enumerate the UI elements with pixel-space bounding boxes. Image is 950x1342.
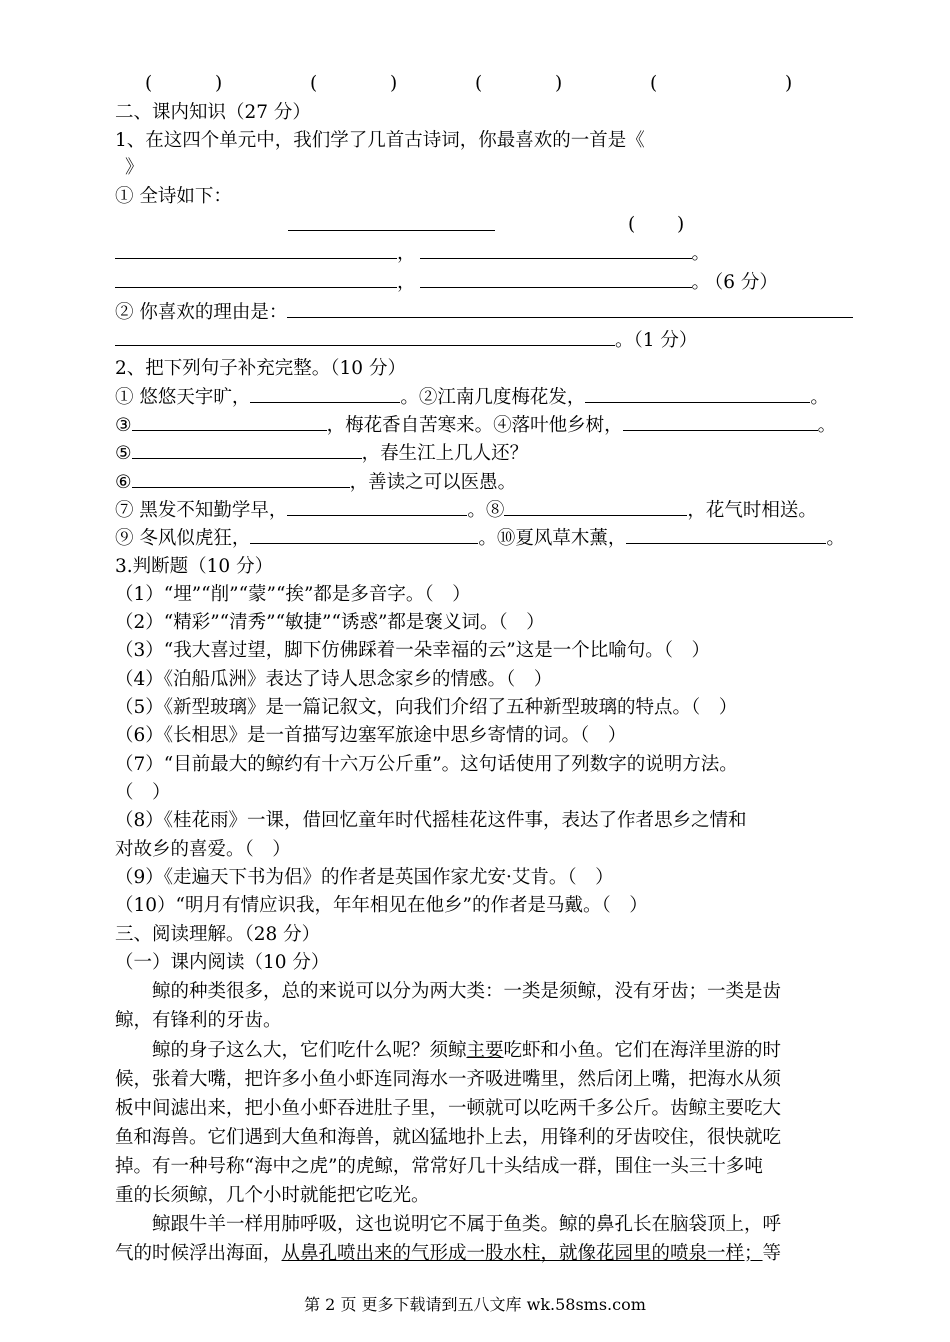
passage-text: 鲸的身子这么大，它们吃什么呢？须鲸 bbox=[115, 1040, 467, 1061]
q1-sub2-label: ② 你喜欢的理由是： bbox=[115, 302, 288, 323]
page-footer: 第 2 页 更多下载请到五八文库 wk.58sms.com bbox=[304, 1295, 646, 1314]
paren-close-1: ) bbox=[215, 73, 223, 94]
q2-blank-9[interactable] bbox=[250, 525, 478, 544]
reading-1-title: （一）课内阅读（10 分） bbox=[115, 952, 330, 973]
q2-blank-7[interactable] bbox=[287, 497, 467, 516]
q2-text: ，春生江上几人还？ bbox=[361, 443, 529, 464]
q3-item: （7）“目前最大的鲸约有十六万公斤重”。这句话使用了列数字的说明方法。 bbox=[115, 754, 738, 775]
author-paren-close: ) bbox=[677, 214, 685, 235]
q2-blank-3[interactable] bbox=[132, 412, 327, 431]
passage-text: 气的时候浮出海面， bbox=[115, 1243, 282, 1264]
passage-line: 掉。有一种号称“海中之虎”的虎鲸，常常好几十头结成一群，围住一头三十多吨 bbox=[115, 1156, 763, 1177]
q2-line-1 bbox=[115, 384, 829, 411]
q3-item: （4）《泊船瓜洲》表达了诗人思念家乡的情感。（ ） bbox=[115, 669, 553, 690]
poem-title-blank[interactable] bbox=[288, 212, 495, 231]
q2-line-3 bbox=[115, 440, 528, 467]
passage-text: 吃虾和小鱼。它们在海洋里游的时 bbox=[503, 1040, 782, 1061]
q2-text: ⑥ bbox=[115, 472, 132, 493]
q3-item: （ ） bbox=[115, 782, 171, 803]
q3-item: （10）“明月有情应识我，年年相见在他乡”的作者是马戴。（ ） bbox=[115, 895, 648, 916]
period: 。 bbox=[810, 387, 829, 408]
underlined-word: 主要 bbox=[466, 1040, 504, 1061]
score-1: （1 分） bbox=[633, 330, 698, 351]
q2-text: ，善读之可以医愚。 bbox=[349, 472, 517, 493]
q2-text: ⑨ 冬风似虎狂， bbox=[115, 528, 251, 549]
q2-text: ⑦ 黑发不知勤学早， bbox=[115, 500, 288, 521]
q2-blank-8[interactable] bbox=[504, 497, 687, 516]
poem-blank-1a[interactable] bbox=[115, 240, 397, 259]
q3-item: （6）《长相思》是一首描写边塞军旅途中思乡寄情的词。（ ） bbox=[115, 725, 627, 746]
q2-line-6 bbox=[115, 525, 845, 552]
q2-line-5 bbox=[115, 497, 817, 524]
q2-text: 。⑩夏风草木薰， bbox=[478, 528, 627, 549]
reason-blank-2[interactable] bbox=[115, 327, 615, 346]
q2-blank-4[interactable] bbox=[623, 412, 818, 431]
q1-prompt: 1、在这四个单元中，我们学了几首古诗词，你最喜欢的一首是《 bbox=[115, 130, 645, 151]
period: 。 bbox=[691, 243, 711, 264]
q2-line-4 bbox=[115, 469, 516, 496]
q3-item: （1）“埋”“削”“蒙”“挨”都是多音字。（ ） bbox=[115, 584, 471, 605]
passage-line: 鲸跟牛羊一样用肺呼吸，这也说明它不属于鱼类。鲸的鼻孔长在脑袋顶上，呼 bbox=[115, 1214, 782, 1235]
reason-line-2 bbox=[115, 327, 697, 354]
q2-text: ① 悠悠天宇旷， bbox=[115, 387, 251, 408]
q1-prompt-close: 》 bbox=[125, 157, 144, 178]
passage-line: 板中间滤出来，把小鱼小虾吞进肚子里，一顿就可以吃两千多公斤。齿鲸主要吃大 bbox=[115, 1098, 782, 1119]
q3-item: （5）《新型玻璃》是一篇记叙文，向我们介绍了五种新型玻璃的特点。（ ） bbox=[115, 697, 738, 718]
q2-title: 2、把下列句子补充完整。（10 分） bbox=[115, 358, 406, 379]
passage-line bbox=[115, 1038, 781, 1064]
poem-line-2 bbox=[115, 269, 778, 296]
q1-sub2 bbox=[115, 299, 853, 326]
comma: ， bbox=[397, 243, 416, 264]
q3-item: （2）“精彩”“清秀”“敏捷”“诱惑”都是褒义词。（ ） bbox=[115, 612, 545, 633]
q3-item: 对故乡的喜爱。（ ） bbox=[115, 839, 291, 860]
q2-text: ，花气时相送。 bbox=[687, 500, 817, 521]
q2-line-2 bbox=[115, 412, 836, 439]
q2-text: 。②江南几度梅花发， bbox=[400, 387, 586, 408]
passage-line: 鲸，有锋利的牙齿。 bbox=[115, 1010, 282, 1031]
poem-title-line bbox=[288, 212, 495, 239]
comma: ， bbox=[397, 272, 416, 293]
paren-open-4: ( bbox=[650, 73, 658, 94]
poem-author-paren bbox=[628, 212, 684, 238]
poem-blank-1b[interactable] bbox=[420, 240, 692, 259]
passage-text: 等 bbox=[762, 1243, 782, 1264]
score-6: （6 分） bbox=[714, 272, 778, 293]
paren-open-1: ( bbox=[145, 73, 153, 94]
q2-blank-5[interactable] bbox=[132, 440, 362, 459]
q1-sub1: ① 全诗如下： bbox=[115, 186, 232, 207]
period: 。 bbox=[691, 272, 711, 293]
poem-blank-2a[interactable] bbox=[115, 269, 397, 288]
q3-item: （3）“我大喜过望，脚下仿佛踩着一朵幸福的云”这是一个比喻句。（ ） bbox=[115, 640, 710, 661]
underlined-sentence: 从鼻孔喷出来的气形成一股水柱，就像花园里的喷泉一样； bbox=[281, 1243, 763, 1264]
q2-blank-1[interactable] bbox=[250, 384, 400, 403]
q2-blank-6[interactable] bbox=[132, 469, 350, 488]
paren-close-4: ) bbox=[785, 73, 793, 94]
poem-line-1 bbox=[115, 240, 710, 267]
q2-blank-2[interactable] bbox=[585, 384, 810, 403]
author-paren-open: ( bbox=[628, 214, 636, 235]
q3-title: 3.判断题（10 分） bbox=[115, 556, 274, 577]
q2-text: 。⑧ bbox=[467, 500, 505, 521]
passage-line: 重的长须鲸，几个小时就能把它吃光。 bbox=[115, 1185, 430, 1206]
section-3-title: 三、阅读理解。（28 分） bbox=[115, 924, 321, 945]
section-2-title: 二、课内知识（27 分） bbox=[115, 102, 311, 123]
q2-text: ，梅花香自苦寒来。④落叶他乡树， bbox=[326, 415, 623, 436]
passage-line: 鲸的种类很多，总的来说可以分为两大类：一类是须鲸，没有牙齿；一类是齿 bbox=[115, 981, 782, 1002]
passage-line: 候，张着大嘴，把许多小鱼小虾连同海水一齐吸进嘴里，然后闭上嘴，把海水从须 bbox=[115, 1069, 782, 1090]
passage-line bbox=[115, 1241, 781, 1267]
period: 。 bbox=[817, 415, 837, 436]
q2-blank-10[interactable] bbox=[626, 525, 826, 544]
q3-item: （8）《桂花雨》一课，借回忆童年时代摇桂花这件事，表达了作者思乡之情和 bbox=[115, 810, 747, 831]
paren-close-2: ) bbox=[390, 73, 398, 94]
q2-text: ⑤ bbox=[115, 443, 132, 464]
period: 。 bbox=[826, 528, 845, 549]
reason-blank-1[interactable] bbox=[287, 299, 853, 318]
passage-line: 鱼和海兽。它们遇到大鱼和海兽，就凶猛地扑上去，用锋利的牙齿咬住，很快就吃 bbox=[115, 1127, 782, 1148]
paren-open-3: ( bbox=[475, 73, 483, 94]
q2-text: ③ bbox=[115, 415, 132, 436]
paren-open-2: ( bbox=[310, 73, 318, 94]
period: 。 bbox=[615, 330, 634, 351]
q3-item: （9）《走遍天下书为侣》的作者是英国作家尤安·艾肯。（ ） bbox=[115, 867, 614, 888]
poem-blank-2b[interactable] bbox=[420, 269, 692, 288]
paren-close-3: ) bbox=[555, 73, 563, 94]
